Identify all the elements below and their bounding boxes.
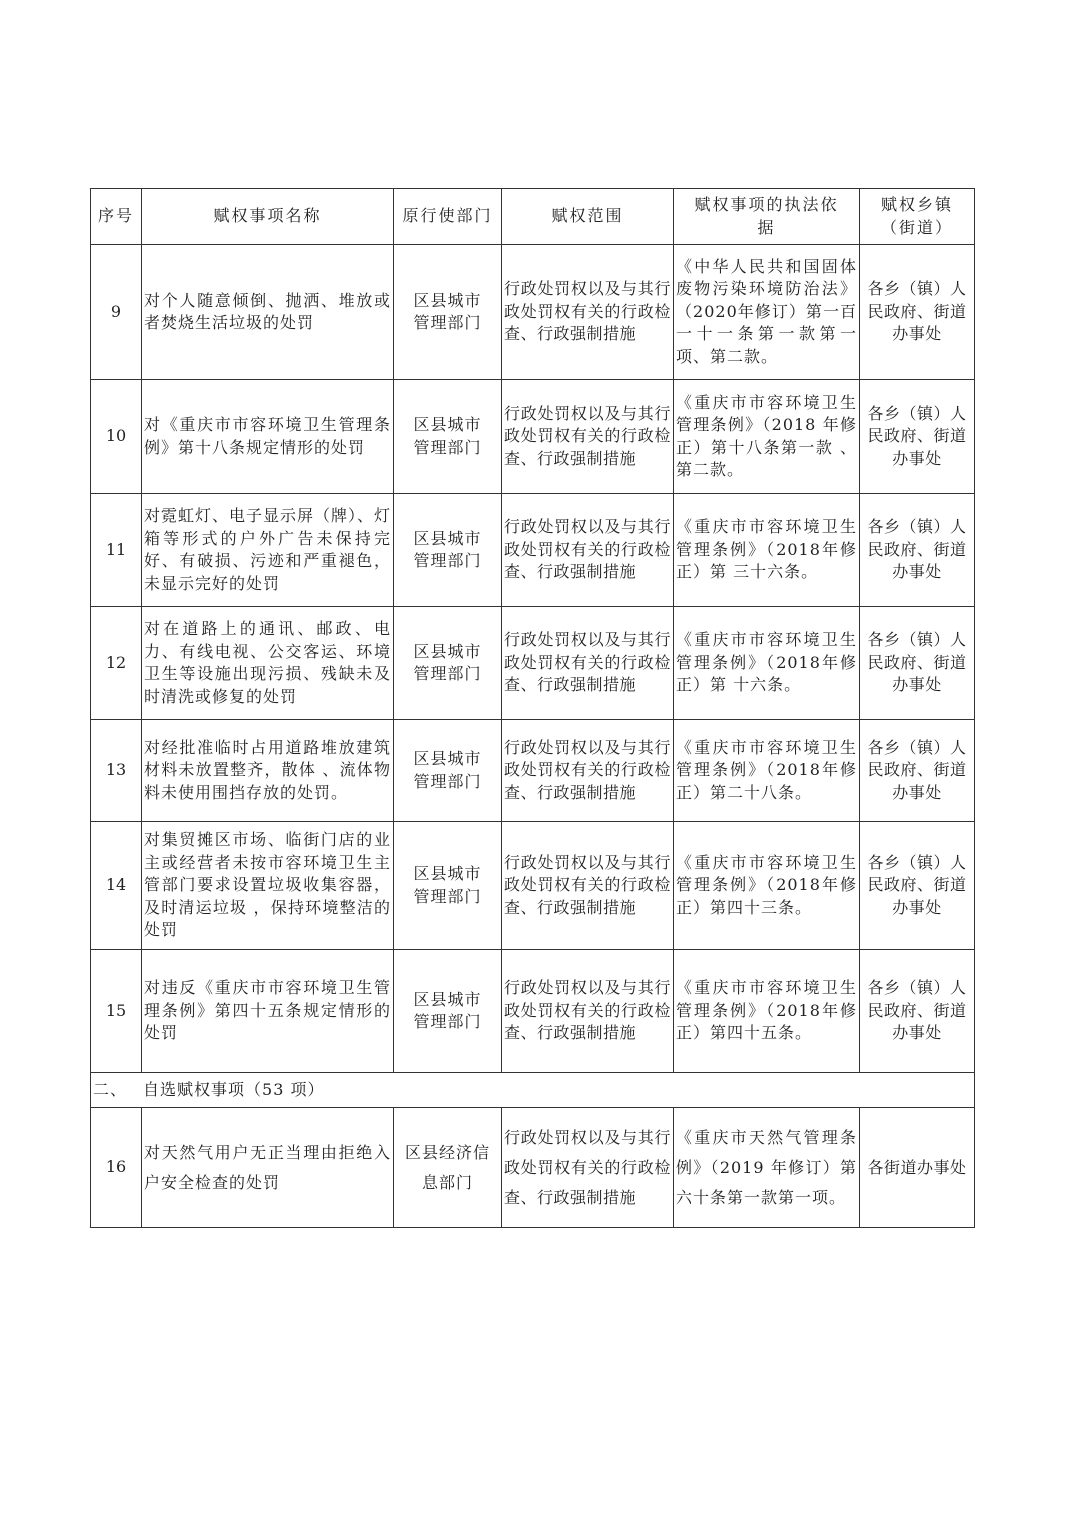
row-basis: 《重庆市市容环境卫生管理条例》（2018 年修正）第十八条第一款 、第二款。 <box>674 380 860 494</box>
row-town: 各街道办事处 <box>860 1108 975 1228</box>
row-town: 各乡（镇）人民政府、街道办事处 <box>860 494 975 607</box>
row-no: 12 <box>91 607 142 720</box>
row-no: 13 <box>91 720 142 822</box>
row-dept: 区县城市管理部门 <box>394 245 502 380</box>
row-dept: 区县城市管理部门 <box>394 822 502 950</box>
row-town: 各乡（镇）人民政府、街道办事处 <box>860 245 975 380</box>
table-row <box>91 245 975 380</box>
row-dept: 区县城市管理部门 <box>394 380 502 494</box>
table-row <box>91 950 975 1073</box>
row-basis: 《重庆市天然气管理条例》（2019 年修订）第六十条第一款第一项。 <box>674 1108 860 1228</box>
header-town: 赋权乡镇（街道） <box>860 189 975 245</box>
header-scope: 赋权范围 <box>502 189 674 245</box>
table-row <box>91 1108 975 1228</box>
section-number: 二、 <box>93 1079 128 1099</box>
authorization-table <box>90 188 975 1228</box>
row-name: 对经批准临时占用道路堆放建筑材料未放置整齐，散体 、流体物料未使用围挡存放的处罚。 <box>142 720 394 822</box>
header-basis: 赋权事项的执法依据 <box>674 189 860 245</box>
table-row <box>91 380 975 494</box>
row-scope: 行政处罚权以及与其行政处罚权有关的行政检查、行政强制措施 <box>502 720 674 822</box>
row-scope: 行政处罚权以及与其行政处罚权有关的行政检查、行政强制措施 <box>502 380 674 494</box>
row-name: 对《重庆市市容环境卫生管理条例》第十八条规定情形的处罚 <box>142 380 394 494</box>
row-dept: 区县城市管理部门 <box>394 950 502 1073</box>
row-town: 各乡（镇）人民政府、街道办事处 <box>860 380 975 494</box>
row-no: 15 <box>91 950 142 1073</box>
row-name: 对个人随意倾倒、抛洒、堆放或者焚烧生活垃圾的处罚 <box>142 245 394 380</box>
row-name: 对天然气用户无正当理由拒绝入户安全检查的处罚 <box>142 1108 394 1228</box>
row-name: 对在道路上的通讯、邮政、电力、有线电视、公交客运、环境卫生等设施出现污损、残缺未及时清洗或修复的处罚 <box>142 607 394 720</box>
section-title: 自选赋权事项（53 项） <box>143 1079 325 1099</box>
row-basis: 《重庆市市容环境卫生管理条例》（2018年修正）第 三十六条。 <box>674 494 860 607</box>
row-scope: 行政处罚权以及与其行政处罚权有关的行政检查、行政强制措施 <box>502 607 674 720</box>
row-name: 对霓虹灯、电子显示屏（牌）、灯箱等形式的户外广告未保持完好、有破损、污迹和严重褪色，未显示完好的处罚 <box>142 494 394 607</box>
row-basis: 《中华人民共和国固体废物污染环境防治法》（2020年修订）第一百一十一条第一款第一项、第二款。 <box>674 245 860 380</box>
table-row <box>91 494 975 607</box>
row-town: 各乡（镇）人民政府、街道办事处 <box>860 822 975 950</box>
row-no: 16 <box>91 1108 142 1228</box>
row-name: 对集贸摊区市场、临街门店的业主或经营者未按市容环境卫生主管部门要求设置垃圾收集容器，及时清运垃圾 ，保持环境整洁的处罚 <box>142 822 394 950</box>
row-dept: 区县城市管理部门 <box>394 720 502 822</box>
header-row <box>91 189 975 245</box>
row-no: 14 <box>91 822 142 950</box>
row-no: 9 <box>91 245 142 380</box>
row-scope: 行政处罚权以及与其行政处罚权有关的行政检查、行政强制措施 <box>502 822 674 950</box>
row-scope: 行政处罚权以及与其行政处罚权有关的行政检查、行政强制措施 <box>502 494 674 607</box>
header-dept: 原行使部门 <box>394 189 502 245</box>
row-scope: 行政处罚权以及与其行政处罚权有关的行政检查、行政强制措施 <box>502 245 674 380</box>
row-dept: 区县经济信息部门 <box>394 1108 502 1228</box>
row-no: 10 <box>91 380 142 494</box>
section-heading <box>91 1073 975 1108</box>
table-row <box>91 822 975 950</box>
row-basis: 《重庆市市容环境卫生管理条例》（2018年修正）第四十五条。 <box>674 950 860 1073</box>
section-row <box>91 1073 975 1108</box>
row-basis: 《重庆市市容环境卫生管理条例》（2018年修正）第 十六条。 <box>674 607 860 720</box>
row-scope: 行政处罚权以及与其行政处罚权有关的行政检查、行政强制措施 <box>502 950 674 1073</box>
row-scope: 行政处罚权以及与其行政处罚权有关的行政检查、行政强制措施 <box>502 1108 674 1228</box>
row-dept: 区县城市管理部门 <box>394 607 502 720</box>
row-town: 各乡（镇）人民政府、街道办事处 <box>860 607 975 720</box>
header-no: 序号 <box>91 189 142 245</box>
row-no: 11 <box>91 494 142 607</box>
table-row <box>91 720 975 822</box>
row-dept: 区县城市管理部门 <box>394 494 502 607</box>
row-name: 对违反《重庆市市容环境卫生管理条例》第四十五条规定情形的处罚 <box>142 950 394 1073</box>
row-town: 各乡（镇）人民政府、街道办事处 <box>860 950 975 1073</box>
table-row <box>91 607 975 720</box>
row-basis: 《重庆市市容环境卫生管理条例》（2018年修正）第四十三条。 <box>674 822 860 950</box>
row-basis: 《重庆市市容环境卫生管理条例》（2018年修正）第二十八条。 <box>674 720 860 822</box>
header-name: 赋权事项名称 <box>142 189 394 245</box>
row-town: 各乡（镇）人民政府、街道办事处 <box>860 720 975 822</box>
